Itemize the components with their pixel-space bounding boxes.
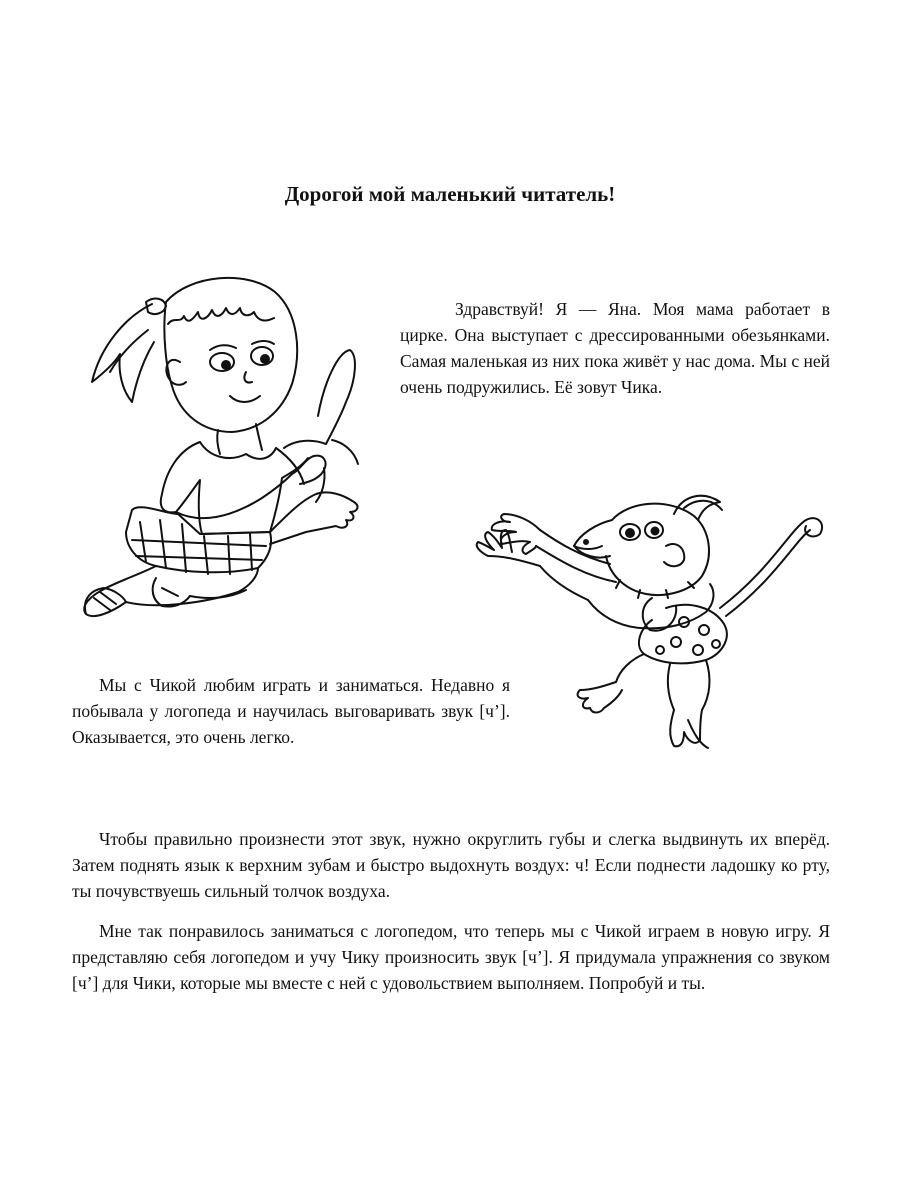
paragraph-playing: Мы с Чикой любим играть и заниматься. Недавно я побывала у логопеда и научилась выговаривать звук [ч’]. Оказывается, это очень легко.: [72, 675, 510, 747]
monkey-illustration: [470, 490, 830, 770]
paragraph-greeting: Здравствуй! Я — Яна. Моя мама работает в цирке. Она выступает с дрессированными обезьянками. Самая маленькая из них пока живёт у нас дома. Мы с ней очень подружились. Её зовут Чика.: [400, 299, 830, 397]
monkey-foot-right: [670, 710, 702, 746]
paragraph-articulation: Чтобы правильно произнести этот звук, нужно округлить губы и слегка выдвинуть их вперёд. Затем поднять язык к верхним зубам и быстро выдохнуть воздух: ч! Если поднести ладошку ко рту, ты почувствуешь сильный толчок воздуха.: [72, 829, 830, 901]
monkey-skirt: [639, 605, 727, 664]
girl-with-banana-illustration: [70, 262, 370, 622]
banana: [318, 350, 355, 444]
shoe-left: [85, 588, 126, 614]
girl-shirt: [161, 442, 282, 534]
monkey-foot-left: [578, 682, 622, 713]
paragraph-new-game: Мне так понравилось заниматься с логопедом, что теперь мы с Чикой играем в новую игру. Я представляю себя логопедом и учу Чику произносить звук [ч’]. Я придумала упражнения со звуком [ч’] для Чики, которые мы вместе с ней с удовольствием выполняем. Попробуй и ты.: [72, 921, 830, 993]
monkey-head: [606, 504, 709, 595]
page-title: Дорогой мой маленький читатель!: [284, 182, 616, 206]
girl-mouth: [230, 396, 260, 402]
